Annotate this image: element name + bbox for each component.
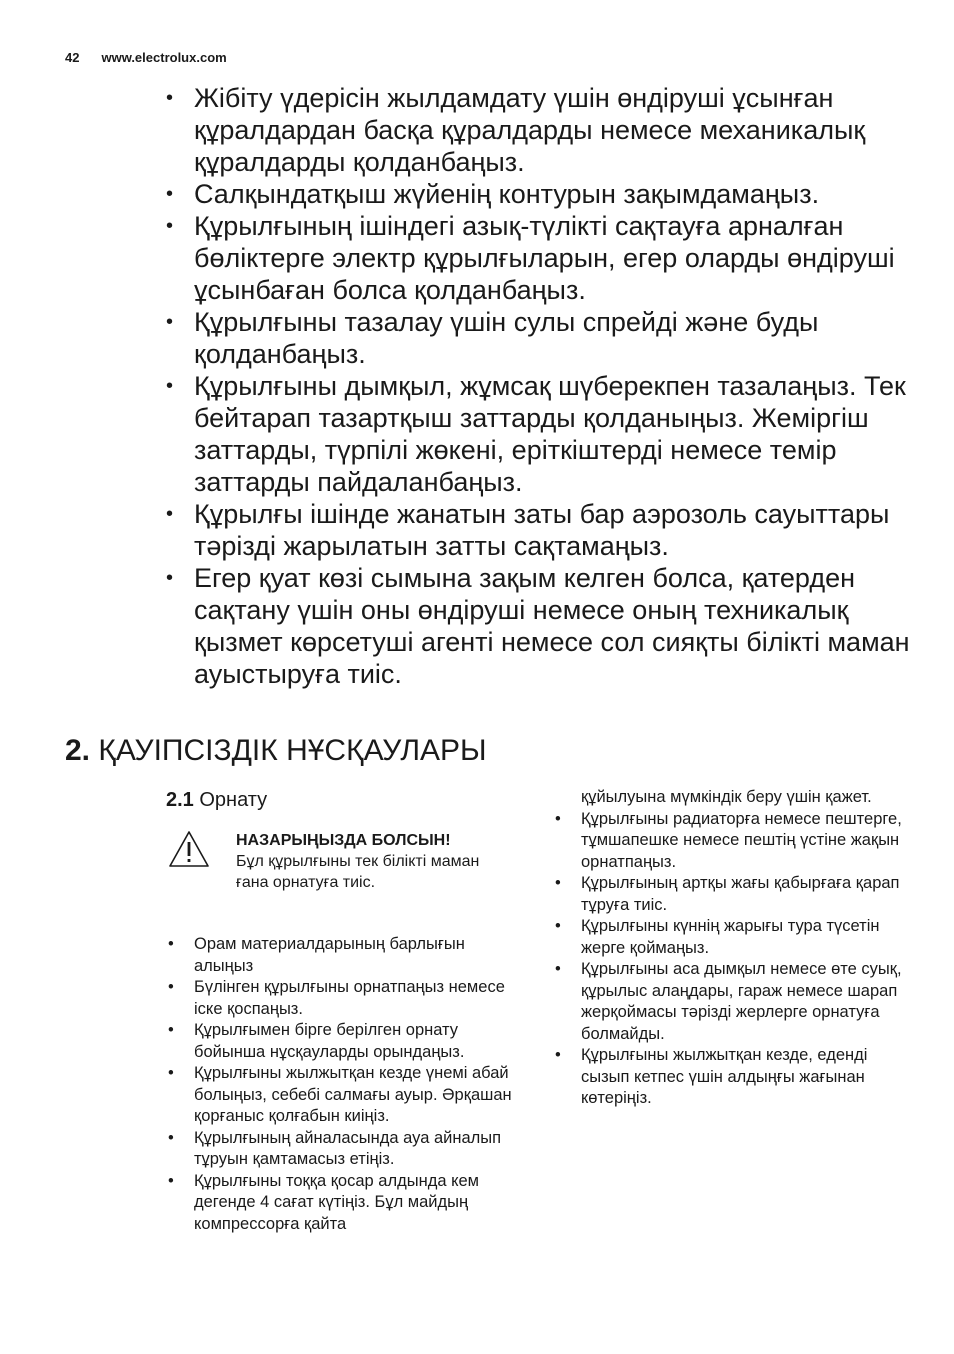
install-list-right xyxy=(555,787,915,1110)
continued-text: құйылуына мүмкіндік беру үшін қажет. xyxy=(581,788,872,806)
list-item: • Құрылғының артқы жағы қабырғаға қарап тұруға тиіс. xyxy=(555,874,900,914)
list-item: • Құрылғыны күннің жарығы тура түсетін жерге қоймаңыз. xyxy=(555,917,880,957)
list-item: • Құрылғыны жылжытқан кезде үнемі абай болыңыз, себебі салмағы ауыр. Әрқашан қорғаныс қолғабын киіңіз. xyxy=(168,1064,512,1125)
section-number: 2. xyxy=(65,734,91,767)
bullet: • xyxy=(166,503,174,525)
bullet: • xyxy=(166,567,174,589)
bullet: • xyxy=(168,1171,174,1190)
bullet: • xyxy=(166,311,174,333)
list-item: • Құрылғыны аса дымқыл немесе өте суық, құрылыс алаңдары, гараж немесе шарап жерқоймасы тәрізді жерлерге орнатуға болмайды. xyxy=(555,960,902,1043)
warning-triangle-icon xyxy=(168,830,210,868)
list-item: • Бүлінген құрылғыны орнатпаңыз немесе іске қоспаңыз. xyxy=(168,978,505,1018)
warning-text xyxy=(236,830,496,893)
bullet: • xyxy=(166,375,174,397)
page-header xyxy=(65,50,227,65)
section-title xyxy=(65,733,487,769)
bullet: • xyxy=(168,1128,174,1147)
bullet: • xyxy=(555,960,561,978)
subsection-number: 2.1 xyxy=(166,789,194,811)
bullet: • xyxy=(168,935,174,953)
subsection-title xyxy=(166,788,267,812)
list-item: • Құрылғыны тазалау үшін сулы спрейді және буды қолданбаңыз. xyxy=(166,307,819,369)
site-url: www.electrolux.com xyxy=(101,50,227,65)
list-item: • Құрылғыны тоққа қосар алдында кем дегенде 4 сағат күтіңіз. Бұл майдың компрессорға қайта xyxy=(168,1171,480,1233)
install-list-left xyxy=(168,934,518,1235)
list-item: • Құрылғы ішінде жанатын заты бар аэрозоль сауыттары тәрізді жарылатын затты сақтамаңыз. xyxy=(166,499,890,561)
bullet: • xyxy=(168,1021,174,1039)
warning-body: Бұл құрылғыны тек білікті маман ғана орнатуға тиіс. xyxy=(236,853,480,891)
list-item: • Құрылғыны дымқыл, жұмсақ шүберекпен тазалаңыз. Тек бейтарап тазартқыш заттарды қолданыңыз. Жеміргіш заттарды, түрпілі жөкені, еріткіштерді немесе темір заттарды пайдаланбаңыз. xyxy=(166,371,906,497)
bullet: • xyxy=(166,215,174,237)
bullet: • xyxy=(168,978,174,996)
subsection-heading: Орнату xyxy=(199,789,268,811)
list-item: • Құрылғының айналасында ауа айналып тұруын қамтамасыз етіңіз. xyxy=(168,1128,502,1168)
bullet: • xyxy=(555,1046,561,1064)
list-item: • Құрылғының ішіндегі азық-түлікті сақтауға арналған бөліктерге электр құрылғыларын, егер оларды өндіруші ұсынбаған болса қолданбаңыз. xyxy=(166,211,895,305)
list-item: • Орам материалдарының барлығын алыңыз xyxy=(168,935,465,975)
safety-list xyxy=(166,82,926,690)
bullet: • xyxy=(555,917,561,935)
bullet: • xyxy=(166,87,174,109)
section-heading: ҚАУІПСІЗДІК НҰСҚАУЛАРЫ xyxy=(98,734,487,767)
bullet: • xyxy=(555,809,561,828)
list-item: • Құрылғыны радиаторға немесе пештерге, тұмшапешке немесе пештің үстіне жақын орнатпаңыз. xyxy=(555,809,902,871)
page-number: 42 xyxy=(65,50,80,65)
list-item: • Салқындатқыш жүйенің контурын зақымдамаңыз. xyxy=(166,179,820,209)
bullet: • xyxy=(555,874,561,892)
bullet: • xyxy=(166,183,174,205)
list-item: • Құрылғыны жылжытқан кезде, еденді сызып кетпес үшін алдыңғы жағынан көтеріңіз. xyxy=(555,1046,868,1107)
warning-heading: НАЗАРЫҢЫЗДА БОЛСЫН! xyxy=(236,832,451,849)
bullet: • xyxy=(168,1064,174,1082)
list-item: • Егер қуат көзі сымына зақым келген болса, қатерден сақтану үшін оны өндіруші немесе оның техникалық қызмет көрсетуші агенті немесе сол сияқты білікті маман ауыстыруға тиіс. xyxy=(166,563,910,689)
list-item: • Құрылғымен бірге берілген орнату бойынша нұсқауларды орындаңыз. xyxy=(168,1021,465,1061)
list-item: • Жібіту үдерісін жылдамдату үшін өндіруші ұсынған құралдардан басқа құралдарды немесе механикалық құралдарды қолданбаңыз. xyxy=(166,83,866,177)
